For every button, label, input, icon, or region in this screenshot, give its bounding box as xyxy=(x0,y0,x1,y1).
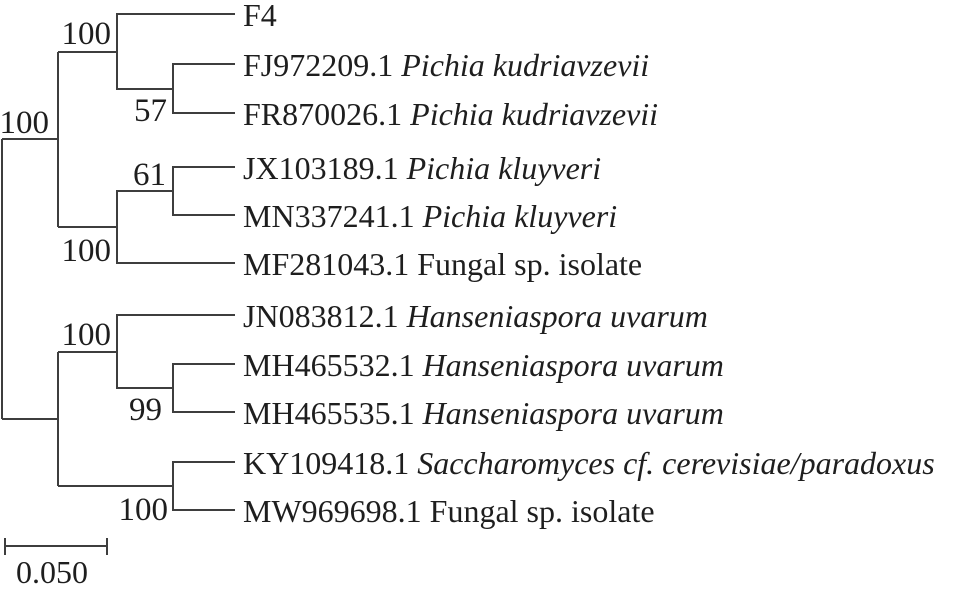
taxon-jx103189: JX103189.1 Pichia kluyveri xyxy=(243,150,602,186)
taxon-ky109418: KY109418.1 Saccharomyces cf. cerevisiae/paradoxus xyxy=(243,445,935,481)
bootstrap-mh-pair: 99 xyxy=(129,392,162,428)
branch-mh-bracket xyxy=(173,364,235,412)
bootstrap-jx-mn-pair: 61 xyxy=(133,157,166,193)
branch-jn-and-hanseniaspora-node xyxy=(117,315,235,388)
taxon-jn083812: JN083812.1 Hanseniaspora uvarum xyxy=(243,298,708,334)
bootstrap-hanseniaspora-clade: 100 xyxy=(61,317,111,353)
taxa-labels xyxy=(243,0,935,529)
branch-fj-fr-bracket xyxy=(173,64,235,113)
branch-f4-and-kudriavzevii-node xyxy=(117,14,235,89)
scale-bar xyxy=(5,538,107,590)
bootstrap-kudriavzevii-clade: 100 xyxy=(61,16,111,52)
bootstrap-upper-main-clade: 100 xyxy=(0,105,49,141)
taxon-mn337241: MN337241.1 Pichia kluyveri xyxy=(243,198,618,234)
taxon-mf281043: MF281043.1 Fungal sp. isolate xyxy=(243,246,643,282)
bootstrap-saccharomyces-fungal-pair: 100 xyxy=(118,492,168,528)
bootstrap-kluyveri-fungal-clade: 100 xyxy=(61,233,111,269)
taxon-fr870026: FR870026.1 Pichia kudriavzevii xyxy=(243,96,659,132)
bootstrap-labels xyxy=(0,16,168,528)
branch-kluyveri-fungal-node xyxy=(117,191,235,263)
tree-branches xyxy=(2,14,235,510)
scale-bar-label: 0.050 xyxy=(16,554,88,590)
branch-ky-mw-bracket xyxy=(173,462,235,510)
taxon-mh465532: MH465532.1 Hanseniaspora uvarum xyxy=(243,347,724,383)
taxon-f4: F4 xyxy=(243,0,277,33)
bootstrap-fj-fr-pair: 57 xyxy=(134,93,167,129)
taxon-mw969698: MW969698.1 Fungal sp. isolate xyxy=(243,493,655,529)
branch-jx-mn-bracket xyxy=(173,167,235,215)
taxon-mh465535: MH465535.1 Hanseniaspora uvarum xyxy=(243,395,724,431)
taxon-fj972209: FJ972209.1 Pichia kudriavzevii xyxy=(243,47,650,83)
